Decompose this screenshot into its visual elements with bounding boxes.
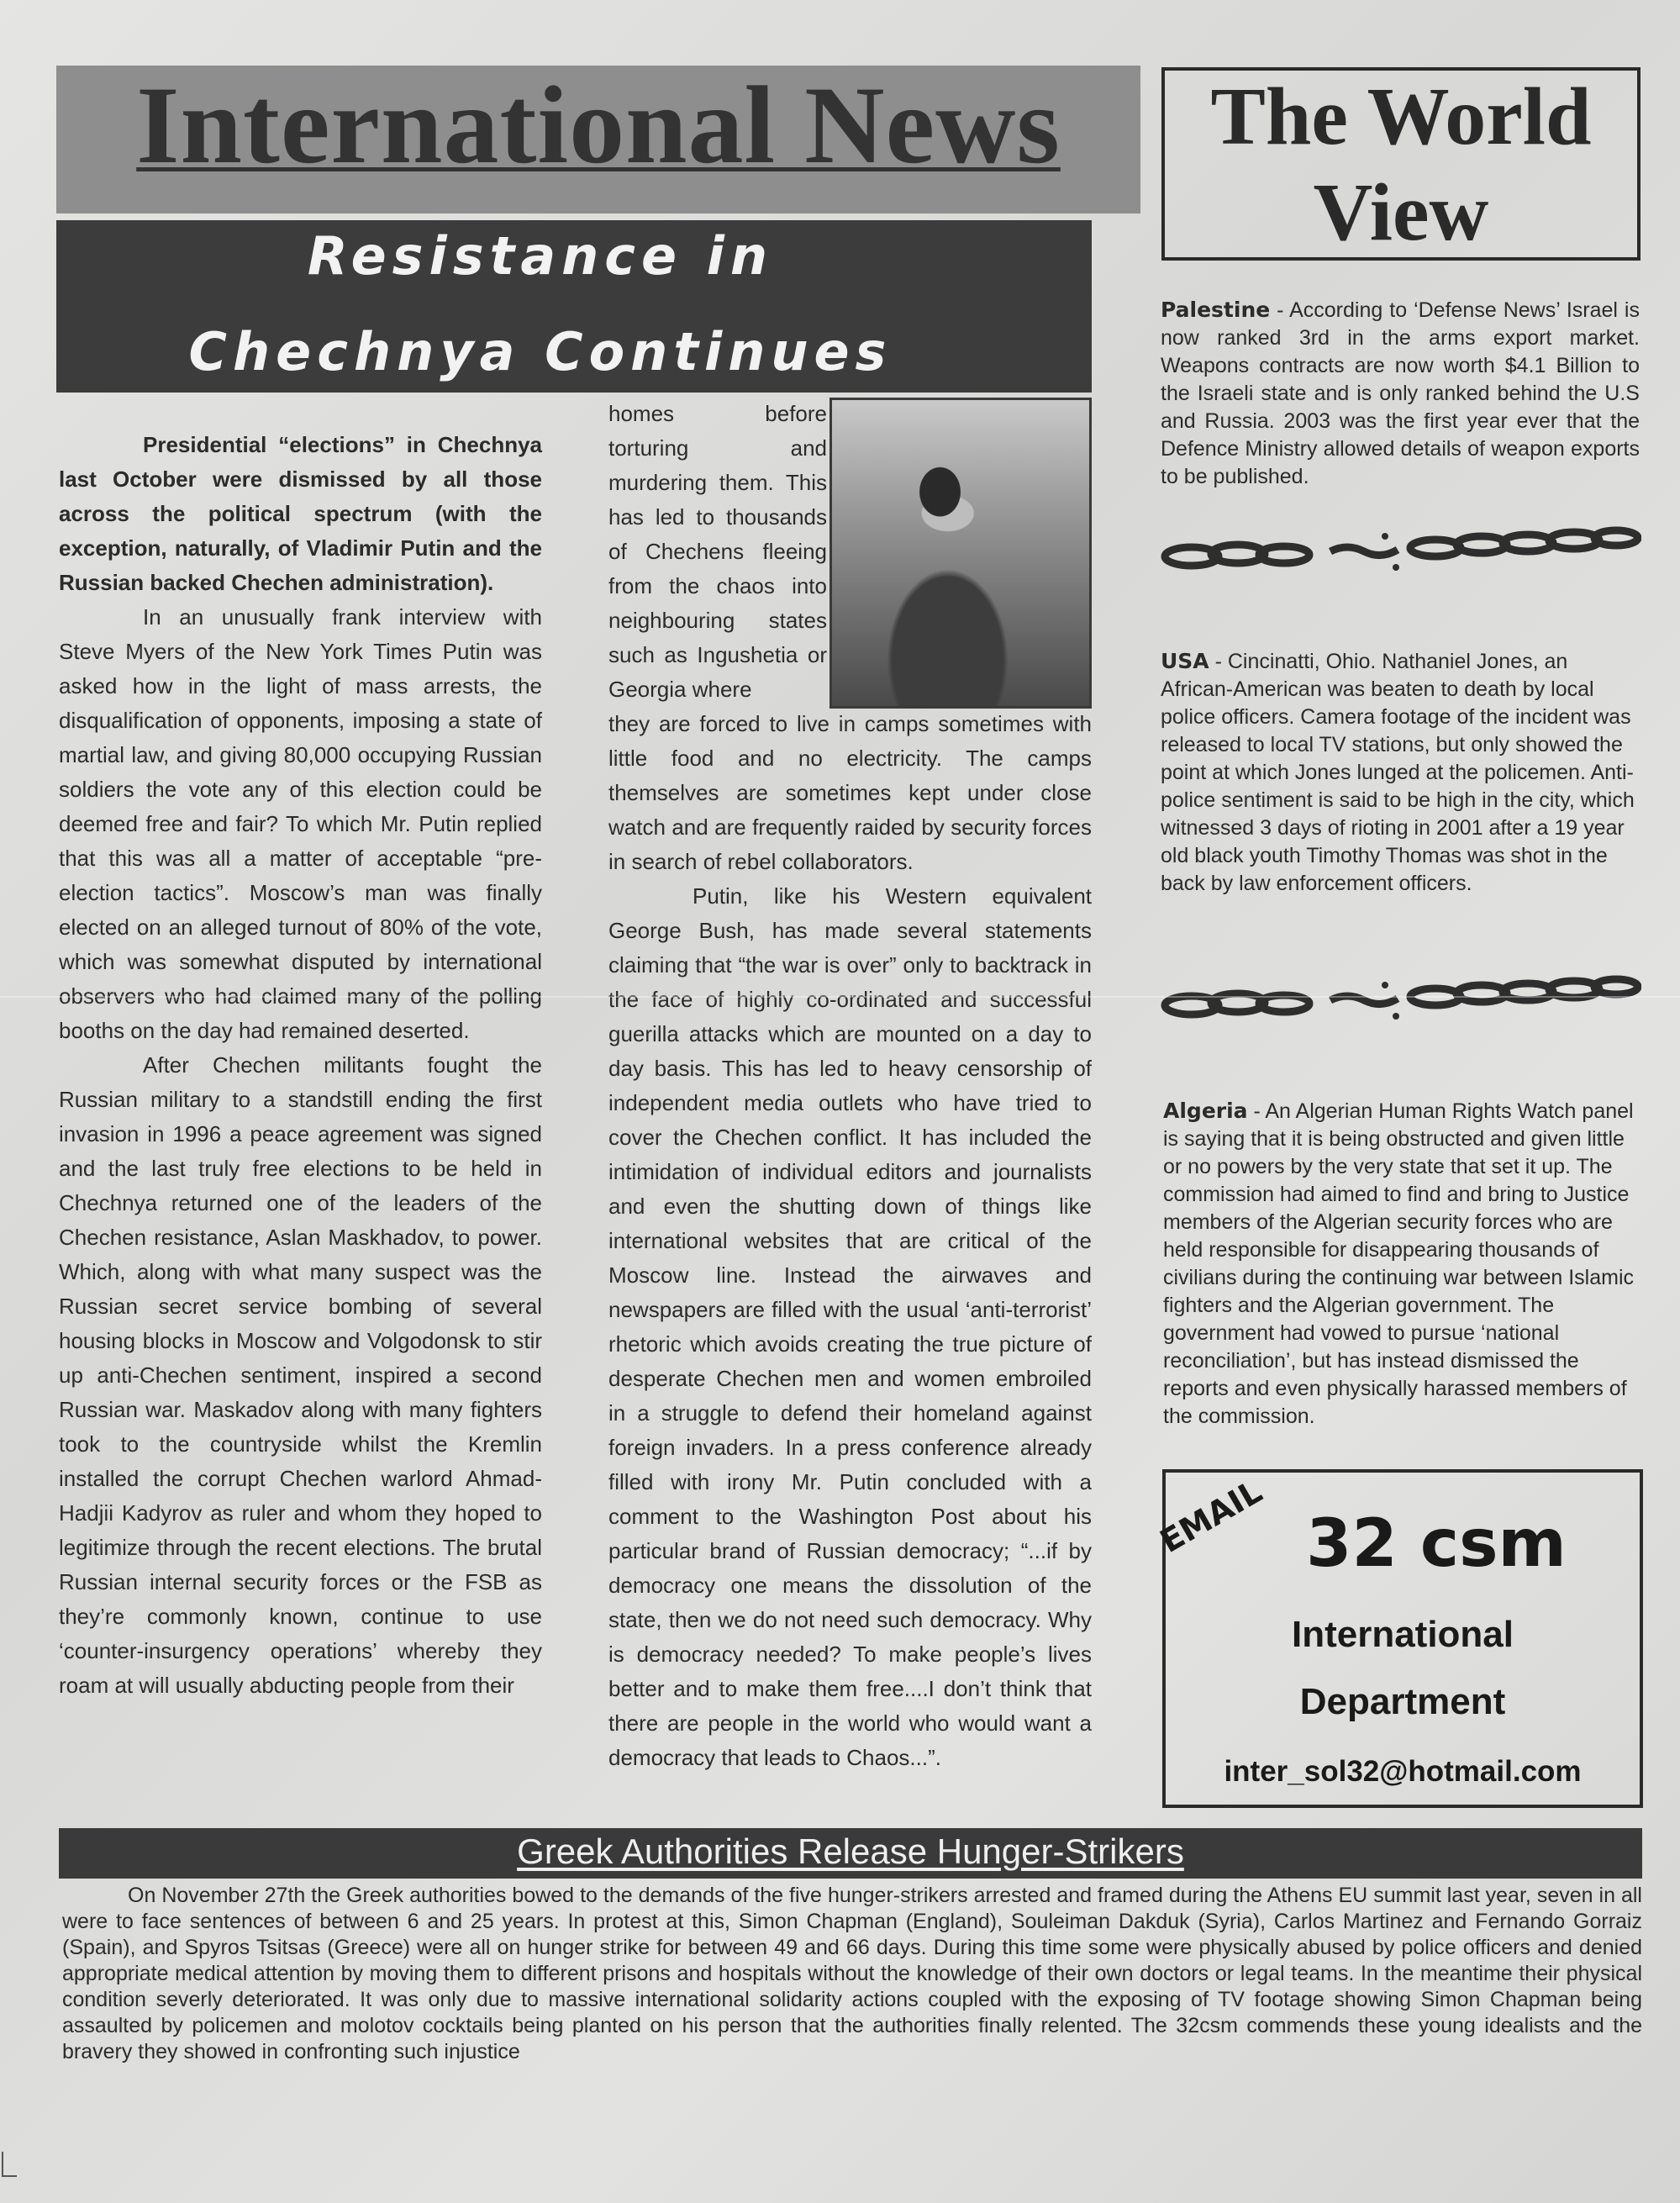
contact-box (1154, 1469, 1643, 1808)
world-view-item-palestine (1161, 296, 1640, 491)
article-paragraph: In an unusually frank interview with Steve Myers of the New York Times Putin was asked how in the light of mass arrests, the disqualification of opponents, imposing a state of martial law, and giving 80,000 occupying Russian soldiers the vote any of this election could be deemed free and fair? To which Mr. Putin replied that this was all a matter of acceptable “pre-election tactics”. Moscow’s man was finally elected on an alleged turnout of 80% of the vote, which was somewhat disputed by international observers who had claimed many of the polling booths on the day had remained deserted. (59, 604, 542, 1043)
item-label: USA (1161, 649, 1209, 673)
article-paragraph: they are forced to live in camps sometimes with little food and no electricity. The camps themselves are sometimes kept under close watch and are frequently raided by security forces in search of rebel collaborators. (608, 711, 1092, 874)
headline-line-2: Chechnya Continues (188, 321, 893, 382)
email-tag: EMAIL (1154, 1473, 1268, 1560)
world-view-title-box (1161, 67, 1641, 261)
chain-divider-icon (1158, 526, 1641, 572)
world-view-item-algeria (1163, 1097, 1642, 1431)
masthead (56, 63, 1140, 213)
bottom-story-body: On November 27th the Greek authorities bowed to the demands of the five hunger-strikers arrested and framed during the Athens EU summit last year, seven in all were to face sentences of between 6 and 25 years. In protest at this, Simon Chapman (England), Souleiman Dakduk (Syria), Carlos Martinez and Fernando Gorraiz (Spain), and Spyros Tsitsas (Greece) were all on hunger strike for between 49 and 66 days. During this time some were physically abused by police officers and denied appropriate medical attention by moving them to different prisons and hospitals without the knowledge of their own doctors or legal teams. In the meantime their physical condition severly deteriorated. It was only due to massive international solidarity actions coupled with the exposing of TV footage showing Simon Chapman being assaulted by policemen and molotov cocktails being planted on his person that the authorities finally relented. The 32csm commends these young idealists and the bravery they showed in confronting such injustice (62, 1884, 1642, 2063)
article-column-1 (59, 428, 542, 1703)
item-label: Palestine (1161, 298, 1271, 322)
bottom-story-banner (59, 1828, 1642, 1879)
article-wrap-text: homes before torturing and murdering them. This has led to thousands of Chechens fleeing from the chaos into neighbouring states such as Ingushetia or Georgia where (608, 401, 827, 702)
headline-line-1: Resistance in (307, 225, 774, 287)
world-view-item-usa (1161, 647, 1640, 898)
item-text: - According to ‘Defense News’ Israel is now ranked 3rd in the arms export market. Weapons contracts are now worth $4.1 Billion to the Israeli state and is only ranked behind the U.S and Russia. 2003 was the first year ever that the Defence Ministry allowed details of weapon exports to be published. (1161, 298, 1640, 488)
crop-mark (2, 2152, 17, 2177)
item-label: Algeria (1163, 1099, 1248, 1123)
item-text: - An Algerian Human Rights Watch panel is saying that it is being obstructed and given little or no powers by the very state that set it up. The commission had aimed to find and bring to Justice members of the Algerian security forces who are held responsible for disappearing thousands of civilians during the continuing war between Islamic fighters and the Algerian government. The government had vowed to pursue ‘national reconciliation’, but has instead dismissed the reports and even physically harassed members of the commission. (1163, 1099, 1635, 1428)
article-column-2 (608, 397, 1092, 1775)
article-lead: Presidential “elections” in Chechnya last October were dismissed by all those across the political spectrum (with the exception, naturally, of Vladimir Putin and the Russian backed Chechen administration). (59, 432, 542, 595)
department-line-1: International (1291, 1614, 1514, 1655)
masthead-title: International News (136, 63, 1061, 187)
department-line-2: Department (1299, 1681, 1506, 1722)
org-name: 32 csm (1306, 1506, 1567, 1582)
world-view-title: The World View (1210, 71, 1592, 258)
paper-crease (0, 996, 1680, 998)
bottom-story-title: Greek Authorities Release Hunger-Strikers (517, 1831, 1184, 1871)
item-text: - Cincinatti, Ohio. Nathaniel Jones, an African-American was beaten to death by local police officers. Camera footage of the incident was released to local TV stations, but only showed the point at which Jones lunged at the policemen. Anti-police sentiment is said to be high in the city, which witnessed 3 days of rioting in 2001 after a 19 year old black youth Timothy Thomas was shot in the back by law enforcement officers. (1161, 650, 1635, 895)
email-address-link[interactable]: inter_sol32@hotmail.com (1224, 1755, 1582, 1788)
chain-divider-icon (1158, 975, 1641, 1021)
article-paragraph: After Chechen militants fought the Russian military to a standstill ending the first invasion in 1996 a peace agreement was signed and the last truly free elections to be held in Chechnya returned one of the leaders of the Chechen resistance, Aslan Maskhadov, to power. Which, along with what many suspect was the Russian secret service bombing of several housing blocks in Moscow and Volgodonsk to stir up anti-Chechen sentiment, inspired a second Russian war. Maskadov along with many fighters took to the countryside whilst the Kremlin installed the corrupt Chechen warlord Ahmad-Hadjii Kadyrov as ruler and whom they hoped to legitimize through the recent elections. The brutal Russian internal security forces or the FSB as they’re commonly known, continue to use ‘counter-insurgency operations’ whereby they roam at will usually abducting people from their (59, 1052, 542, 1698)
headline-banner (56, 220, 1092, 393)
article-paragraph: Putin, like his Western equivalent George Bush, has made several statements claiming that “the war is over” only to backtrack in the face of highly co-ordinated and successful guerilla attacks which are mounted on a day to day basis. This has led to heavy censorship of independent media outlets who have tried to cover the Chechen conflict. It has included the intimidation of individual editors and journalists and even the shutting down of things like international websites that are critical of the Moscow line. Instead the airwaves and newspapers are filled with the usual ‘anti-terrorist’ rhetoric which avoids creating the true picture of desperate Chechen men and women embroiled in a struggle to defend their homeland against foreign invaders. In a press conference already filled with irony Mr. Putin concluded with a comment to the Washington Post about his particular brand of Russian democracy; “...if by democracy one means the dissolution of the state, then we do not need such democracy. Why is democracy needed? To make people’s lives better and to make them free....I don’t think that there are people in the world who would want a democracy that leads to Chaos...”. (608, 883, 1092, 1770)
